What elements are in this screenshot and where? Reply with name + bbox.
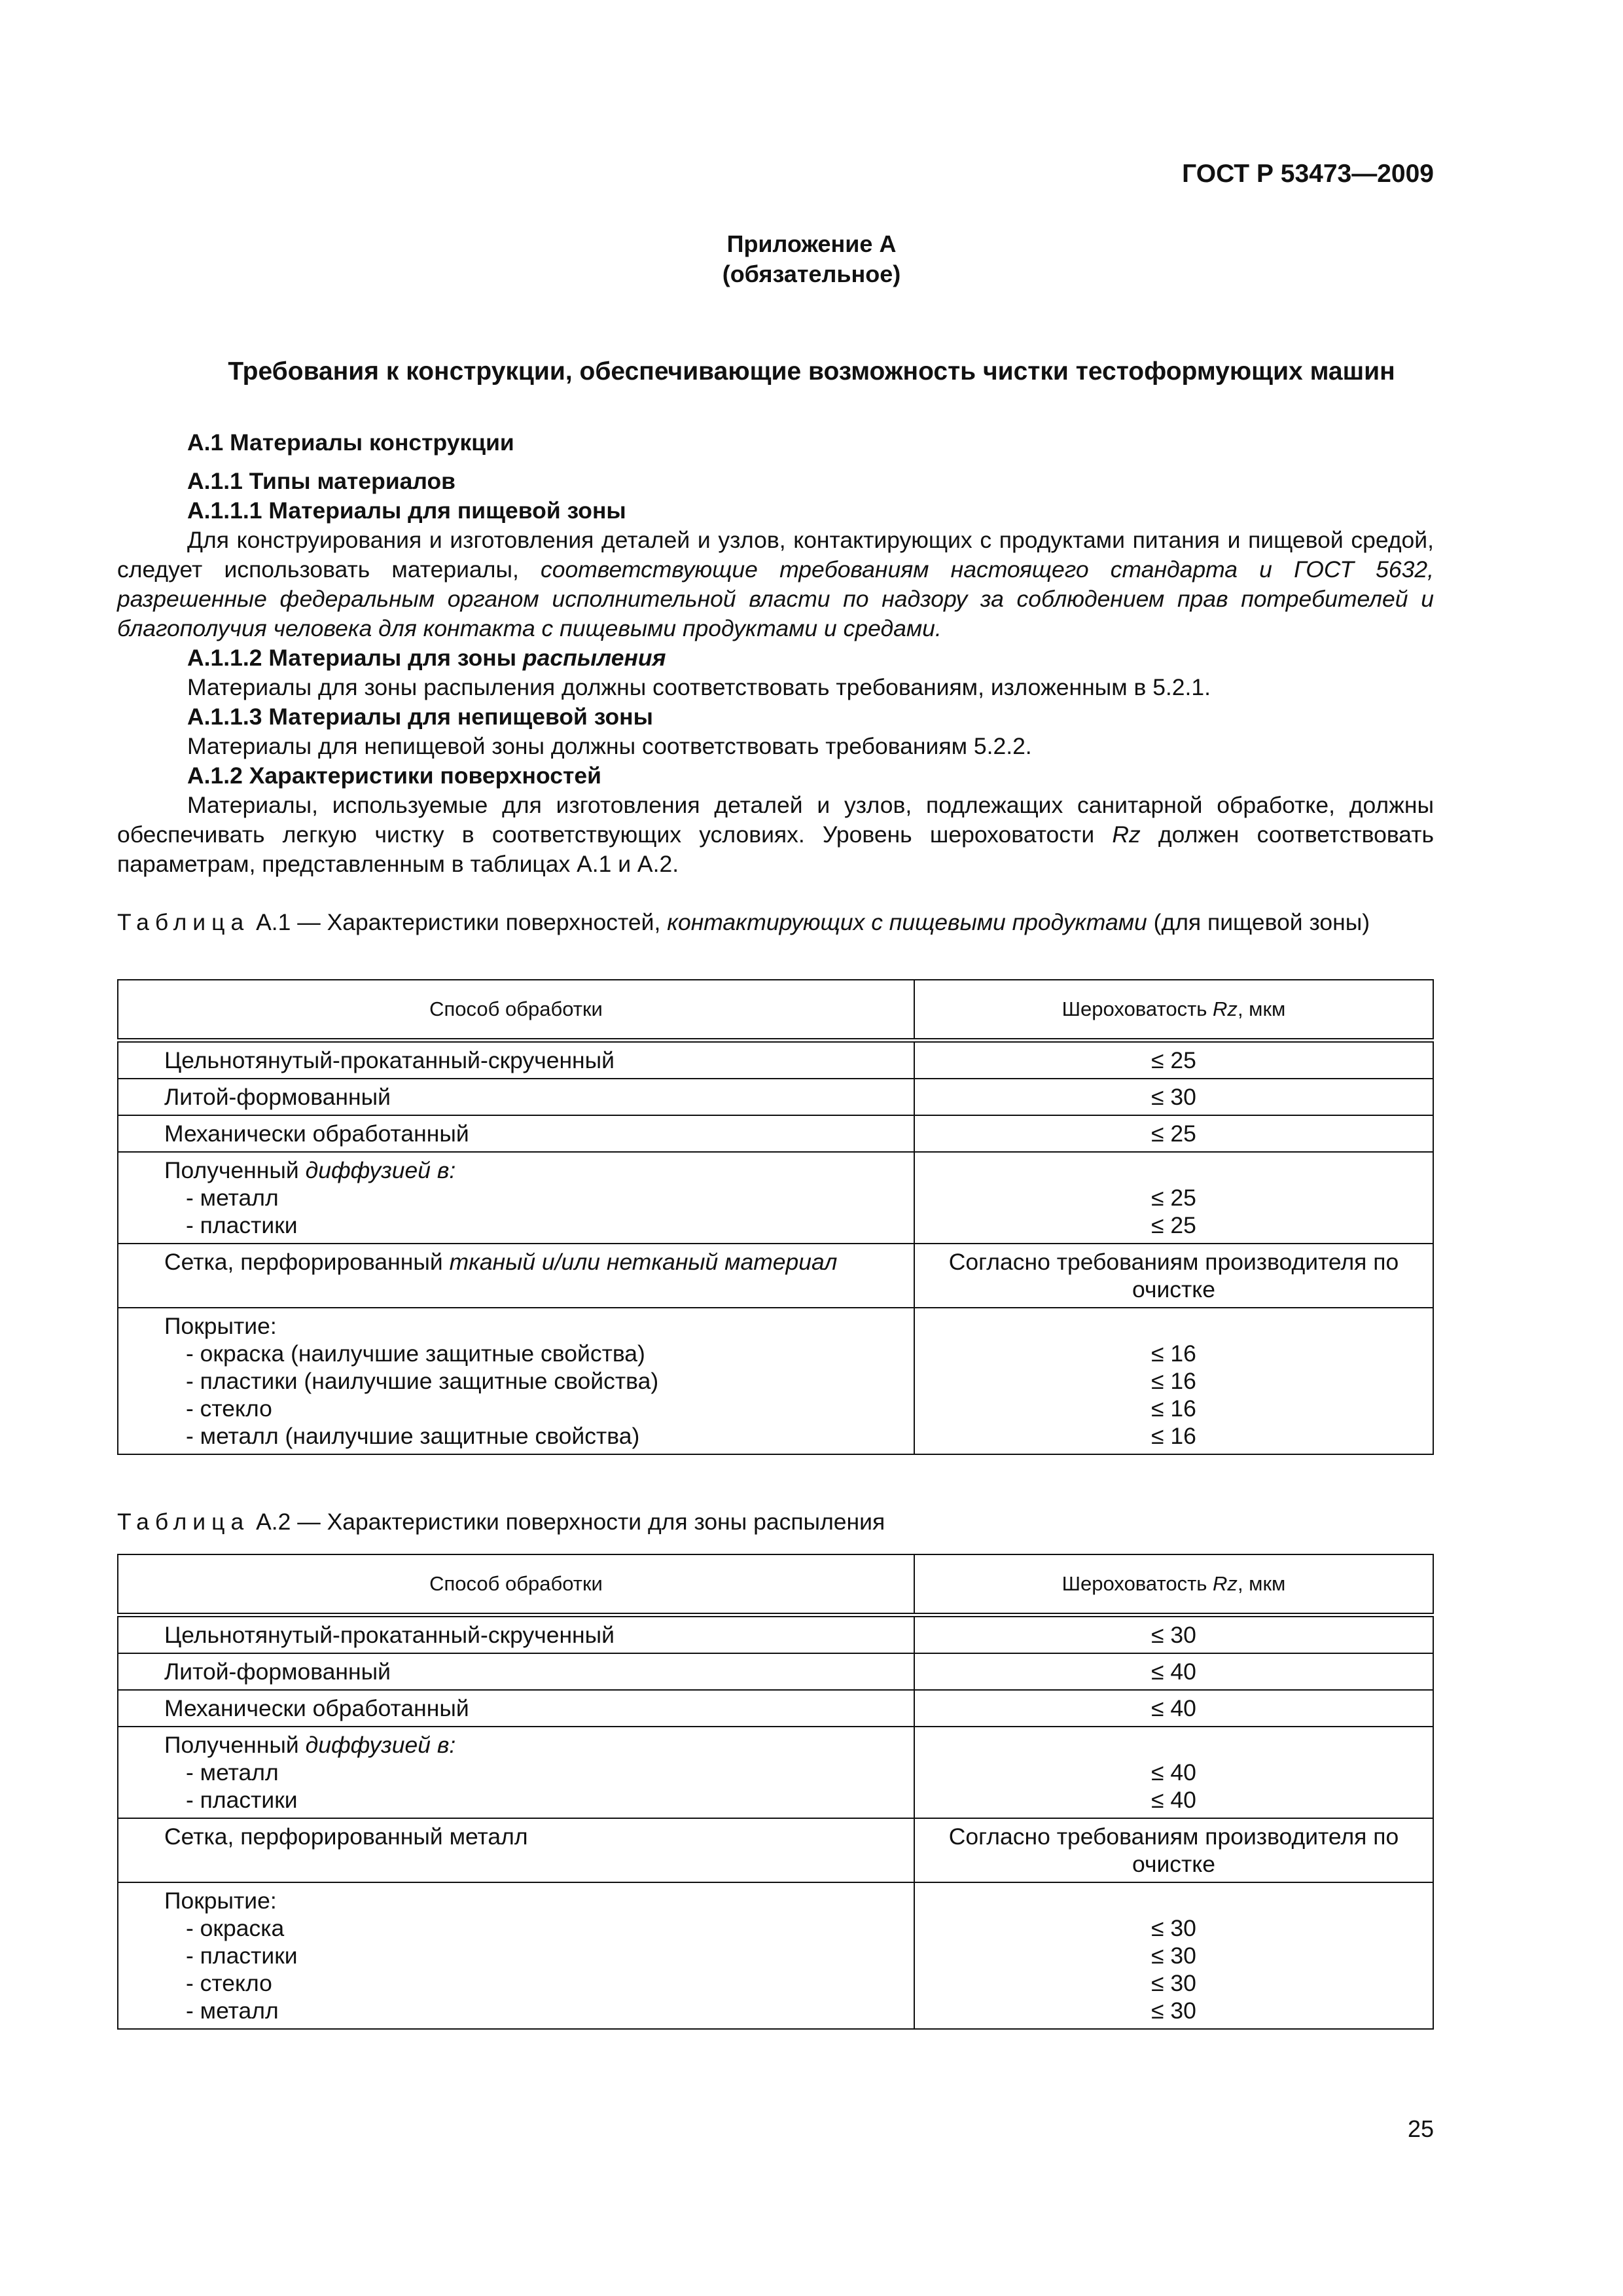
method-cell: Литой-формованный <box>118 1653 914 1690</box>
page-number: 25 <box>1407 2115 1434 2142</box>
method-text-italic: диффузией в: <box>305 1157 456 1183</box>
value-item: ≤ 25 <box>1151 1212 1196 1238</box>
table-a1 <box>117 979 1434 1455</box>
header-text: , мкм <box>1237 1572 1286 1595</box>
column-header-method: Способ обработки <box>118 980 914 1041</box>
value-item: ≤ 16 <box>1151 1340 1196 1367</box>
value-item: ≤ 16 <box>1151 1423 1196 1449</box>
table-header-row <box>118 1554 1433 1615</box>
sub-item: - окраска <box>186 1915 285 1941</box>
column-header-roughness <box>914 1554 1433 1615</box>
value-cell: ≤ 40 <box>914 1690 1433 1727</box>
table-row <box>118 1079 1433 1115</box>
sub-item: - пластики <box>186 1943 298 1969</box>
caption-text: А.1 — Характеристики поверхностей, <box>249 909 668 935</box>
value-cell: ≤ 25 <box>914 1041 1433 1079</box>
sub-item: - металл (наилучшие защитные свойства) <box>186 1423 640 1449</box>
sub-item: - металл <box>186 1185 279 1211</box>
main-heading: Требования к конструкции, обеспечивающие возможность чистки тестоформующих машин <box>228 357 1395 386</box>
value-item: ≤ 25 <box>1151 1185 1196 1211</box>
value-item: ≤ 30 <box>1151 1943 1196 1969</box>
paragraph-a111 <box>117 526 1434 643</box>
method-text: Полученный <box>164 1157 306 1183</box>
rz-symbol: Rz <box>1213 1572 1238 1595</box>
table-a2 <box>117 1554 1434 2030</box>
value-item: ≤ 40 <box>1151 1759 1196 1785</box>
method-cell <box>118 1152 914 1244</box>
caption-word: Таблица <box>117 1509 250 1535</box>
table-a2-caption <box>117 1507 1434 1537</box>
paragraph-text: должен соответствовать параметрам, представленным в таблицах А.1 и А.2. <box>117 821 1434 877</box>
sub-item: - стекло <box>186 1970 272 1996</box>
table-header-row <box>118 980 1433 1041</box>
heading-text-italic: распыления <box>522 645 666 671</box>
header-text: Шероховатость <box>1061 997 1213 1020</box>
section-heading-a111: А.1.1.1 Материалы для пищевой зоны <box>187 497 626 524</box>
value-cell: Согласно требованиям производителя по очистке <box>914 1818 1433 1882</box>
paragraph-text-italic: соответствующие требованиям настоящего стандарта и ГОСТ 5632, разрешенные федеральным органом исполнительной власти по надзору за соблюдением прав потребителей и благополучия человека для контакта с пищевыми продуктами и средами. <box>117 556 1434 641</box>
value-cell: ≤ 40 <box>914 1653 1433 1690</box>
paragraph-a112: Материалы для зоны распыления должны соответствовать требованиям, изложенным в 5.2.1. <box>187 674 1211 700</box>
paragraph-text: Для конструирования и изготовления деталей и узлов, контактирующих с продуктами питания и пищевой средой, следует использовать материалы, <box>117 527 1434 583</box>
caption-word: Таблица <box>117 909 250 935</box>
sub-item: - пластики <box>186 1787 298 1813</box>
paragraph-a113: Материалы для непищевой зоны должны соответствовать требованиям 5.2.2. <box>187 733 1032 759</box>
document-id: ГОСТ Р 53473—2009 <box>1182 160 1434 188</box>
table-row <box>118 1882 1433 2029</box>
appendix-status: (обязательное) <box>722 260 901 287</box>
table-row <box>118 1690 1433 1727</box>
value-cell: ≤ 30 <box>914 1615 1433 1654</box>
section-heading-a11: А.1.1 Типы материалов <box>187 468 456 494</box>
value-cell <box>914 1152 1433 1244</box>
value-cell <box>914 1882 1433 2029</box>
method-cell: Цельнотянутый-прокатанный-скрученный <box>118 1041 914 1079</box>
method-cell: Механически обработанный <box>118 1690 914 1727</box>
header-text: , мкм <box>1237 997 1286 1020</box>
paragraph-a12 <box>117 791 1434 879</box>
value-item: ≤ 30 <box>1151 1998 1196 2024</box>
value-item: ≤ 40 <box>1151 1787 1196 1813</box>
method-cell <box>118 1727 914 1818</box>
method-text-italic: тканый и/или нетканый материал <box>449 1249 838 1275</box>
table-row <box>118 1152 1433 1244</box>
section-heading-a12: А.1.2 Характеристики поверхностей <box>187 762 601 789</box>
body-text <box>117 428 1434 879</box>
value-item: ≤ 16 <box>1151 1395 1196 1422</box>
table-row <box>118 1818 1433 1882</box>
method-text-italic: диффузией в: <box>305 1732 456 1758</box>
table-row <box>118 1115 1433 1152</box>
method-text: Полученный <box>164 1732 306 1758</box>
method-cell <box>118 1308 914 1454</box>
table-a1-caption <box>117 908 1434 937</box>
sub-item: - металл <box>186 1759 279 1785</box>
value-cell: ≤ 30 <box>914 1079 1433 1115</box>
method-cell: Сетка, перфорированный металл <box>118 1818 914 1882</box>
method-text: Покрытие: <box>164 1313 277 1339</box>
table-row <box>118 1615 1433 1654</box>
value-item: ≤ 16 <box>1151 1368 1196 1394</box>
caption-text-italic: контактирующих с пищевыми продуктами <box>667 909 1147 935</box>
sub-item: - стекло <box>186 1395 272 1422</box>
value-cell: Согласно требованиям производителя по очистке <box>914 1244 1433 1308</box>
table-row <box>118 1308 1433 1454</box>
rz-symbol: Rz <box>1213 997 1238 1020</box>
value-item: ≤ 30 <box>1151 1915 1196 1941</box>
sub-item: - окраска (наилучшие защитные свойства) <box>186 1340 645 1367</box>
sub-item: - пластики (наилучшие защитные свойства) <box>186 1368 659 1394</box>
column-header-method: Способ обработки <box>118 1554 914 1615</box>
section-heading-a113: А.1.1.3 Материалы для непищевой зоны <box>187 704 653 730</box>
sub-item: - пластики <box>186 1212 298 1238</box>
method-text: Сетка, перфорированный <box>164 1249 450 1275</box>
caption-text: (для пищевой зоны) <box>1147 909 1370 935</box>
method-cell <box>118 1244 914 1308</box>
value-cell: ≤ 25 <box>914 1115 1433 1152</box>
method-text: Покрытие: <box>164 1888 277 1914</box>
value-item: ≤ 30 <box>1151 1970 1196 1996</box>
section-heading-a112 <box>117 643 1434 673</box>
section-heading-a1: А.1 Материалы конструкции <box>187 429 514 456</box>
table-row <box>118 1041 1433 1079</box>
column-header-roughness <box>914 980 1433 1041</box>
table-row <box>118 1727 1433 1818</box>
rz-symbol: Rz <box>1112 821 1141 848</box>
caption-text: А.2 — Характеристики поверхности для зоны распыления <box>249 1509 885 1535</box>
table-row <box>118 1653 1433 1690</box>
method-cell: Литой-формованный <box>118 1079 914 1115</box>
heading-text: А.1.1.2 Материалы для зоны <box>187 645 523 671</box>
header-text: Шероховатость <box>1061 1572 1213 1595</box>
method-cell <box>118 1882 914 2029</box>
value-cell <box>914 1727 1433 1818</box>
method-cell: Механически обработанный <box>118 1115 914 1152</box>
sub-item: - металл <box>186 1998 279 2024</box>
table-row <box>118 1244 1433 1308</box>
method-cell: Цельнотянутый-прокатанный-скрученный <box>118 1615 914 1654</box>
appendix-title: Приложение А <box>726 230 897 257</box>
value-cell <box>914 1308 1433 1454</box>
paragraph-text: Материалы, используемые для изготовления деталей и узлов, подлежащих санитарной обработке, должны обеспечивать легкую чистку в соответствующих условиях. Уровень шероховатости <box>117 792 1434 848</box>
